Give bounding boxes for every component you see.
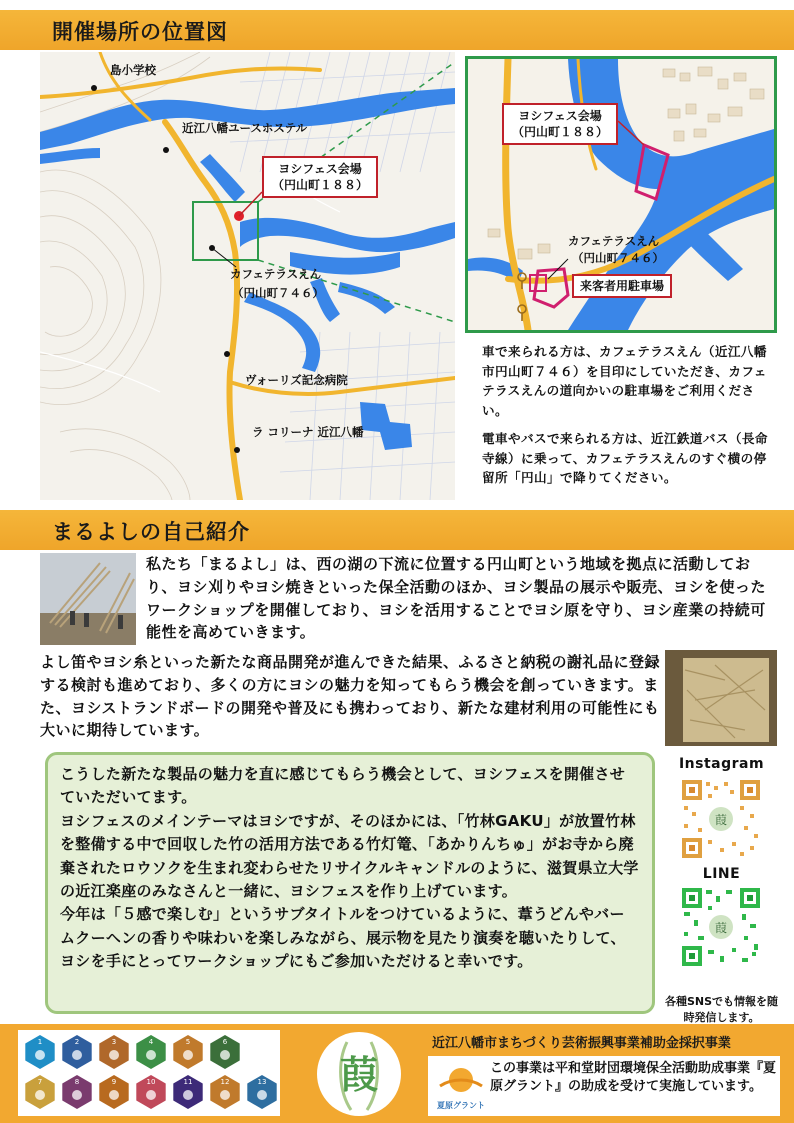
sdg-icon-2 — [72, 1050, 82, 1060]
sdg-number-9: 9 — [111, 1078, 117, 1086]
access-by-bus: 電車やバスで来られる方は、近江鉄道バス（長命寺線）に乗って、カフェテラスえんのすぐ横の停留所「円山」で降りてください。 — [482, 431, 768, 486]
sdg-number-3: 3 — [111, 1038, 117, 1046]
inset-venue-callout — [502, 103, 618, 145]
logo-char: 葭 — [339, 1052, 379, 1097]
inset-map — [465, 56, 777, 333]
sdg-number-7: 7 — [37, 1078, 43, 1086]
map-section-header — [0, 10, 794, 50]
intro-section-header — [0, 510, 794, 550]
instagram-label: Instagram — [678, 756, 765, 772]
hospital-marker — [224, 351, 230, 357]
sdg-icon-10 — [146, 1090, 156, 1100]
intro-paragraph-2: よし笛やヨシ糸といった新たな商品開発が進んできた結果、ふるさと納税の謝礼品に登録する検討も進めており、多くの方にヨシの魅力を知ってもらう機会を創っていきます。また、ヨシストランドボードの開発や普及にも携わっており、新たな建材利用の可能性にも大いに期待しています。 — [40, 653, 661, 740]
access-by-car: 車で来られる方は、カフェテラスえん（近江八幡市円山町７４６）を目印にしていただき、カフェテラスえんの道向かいの駐車場をご利用ください。 — [482, 344, 767, 418]
sns-note: 各種SNSでも情報を随時発信します。 — [664, 995, 779, 1024]
sdg-icon-6 — [220, 1050, 230, 1060]
sdg-number-2: 2 — [74, 1038, 80, 1046]
venue-name: ヨシフェス会場 — [278, 162, 362, 176]
line-qr-code[interactable] — [680, 886, 762, 968]
sdg-icon-1 — [35, 1050, 45, 1060]
sdg-icons-panel — [18, 1030, 280, 1116]
inset-venue-address: （円山町１８８） — [512, 125, 609, 140]
sdg-hexagons — [18, 1030, 280, 1116]
sdg-icon-13 — [257, 1090, 267, 1100]
sdg-icon-12 — [220, 1090, 230, 1100]
cafe-marker — [209, 245, 215, 251]
sdg-icon-9 — [109, 1090, 119, 1100]
inset-cafe-name: カフェテラスえん — [568, 234, 660, 248]
sdg-icon-4 — [146, 1050, 156, 1060]
sdg-number-13: 13 — [257, 1078, 267, 1086]
venue-address: （円山町１８８） — [272, 178, 369, 193]
marutoshi-logo — [317, 1032, 401, 1116]
instagram-qr-code[interactable] — [680, 778, 762, 860]
access-info — [482, 342, 778, 497]
sdg-number-6: 6 — [222, 1038, 228, 1046]
parking-label: 来客者用駐車場 — [580, 279, 665, 293]
hotel-marker — [234, 447, 240, 453]
inset-venue-name: ヨシフェス会場 — [518, 109, 602, 123]
reed-harvest-photo — [40, 553, 136, 645]
sdg-number-5: 5 — [185, 1038, 191, 1046]
venue-callout — [262, 156, 378, 198]
sdg-number-12: 12 — [220, 1078, 230, 1086]
hospital-label: ヴォーリズ記念病院 — [245, 373, 348, 387]
map-section-title: 開催場所の位置図 — [52, 20, 228, 44]
cafe-address-label: （円山町７４６） — [232, 286, 324, 300]
sdg-number-1: 1 — [37, 1038, 43, 1046]
hotel-label: ラ コリーナ 近江八幡 — [252, 425, 364, 439]
intro-paragraph-1: 私たち「まるよし」は、西の湖の下流に位置する円山町という地域を拠点に活動しており、ヨシ刈りやヨシ焼きといった保全活動のほか、ヨシ製品の展示や販売、ヨシを使ったワークショップを開催しており、ヨシを活用することでヨシ原を守り、ヨシ産業の持続可能性を高めていきます。 — [146, 555, 767, 642]
intro-section-title: まるよしの自己紹介 — [52, 520, 250, 544]
instagram-qr-center: 葭 — [714, 813, 728, 827]
sdg-icon-11 — [183, 1090, 193, 1100]
main-map — [40, 52, 455, 500]
sdg-number-4: 4 — [148, 1038, 154, 1046]
line-qr-center: 葭 — [714, 921, 728, 935]
sdg-icon-7 — [35, 1090, 45, 1100]
school-label: 島小学校 — [110, 63, 156, 77]
footer-title: 近江八幡市まちづくり芸術振興事業補助金採択事業 — [432, 1036, 731, 1051]
sdg-number-8: 8 — [74, 1078, 80, 1086]
festival-paragraph-2: ヨシフェスのメインテーマはヨシですが、そのほかには、「竹林GAKU」が放置竹林を整備する中で回収した竹の活用方法である竹灯篭、「あかりんちゅ」がお寺から廃棄されたロウソクを生まれ変わらせたリサイクルキャンドルのように、滋賀県立大学の近江楽座のみなさんと一緒に、ヨシフェスを作り上げています。 — [60, 811, 639, 900]
sdg-icon-8 — [72, 1090, 82, 1100]
hostel-marker — [163, 147, 169, 153]
sdg-icon-3 — [109, 1050, 119, 1060]
grant-text: この事業は平和堂財団環境保全活動助成事業『夏原グラント』の助成を受けて実施しています。 — [490, 1061, 777, 1094]
grant-logo-text: 夏原グラント — [437, 1101, 485, 1110]
festival-info-box — [45, 752, 655, 1014]
sdg-number-11: 11 — [183, 1078, 193, 1086]
inset-cafe-address: （円山町７４６） — [572, 251, 664, 265]
parking-callout — [572, 274, 672, 298]
school-marker — [91, 85, 97, 91]
cafe-name-label: カフェテラスえん — [230, 267, 322, 281]
line-label: LINE — [702, 866, 741, 882]
reed-board-photo — [665, 650, 777, 746]
festival-paragraph-1: こうした新たな製品の魅力を直に感じてもらう機会として、ヨシフェスを開催させていただいてます。 — [60, 765, 626, 807]
sdg-icon-5 — [183, 1050, 193, 1060]
hostel-label: 近江八幡ユースホステル — [182, 121, 308, 135]
festival-paragraph-3: 今年は「５感で楽しむ」というサブタイトルをつけているように、葦うどんやバームクーヘンの香りや味わいを楽しみながら、展示物を見たり演奏を聴いたりして、ヨシを手にとってワークショップにもご参加いただけると幸いです。 — [60, 905, 626, 971]
sdg-number-10: 10 — [146, 1078, 156, 1086]
